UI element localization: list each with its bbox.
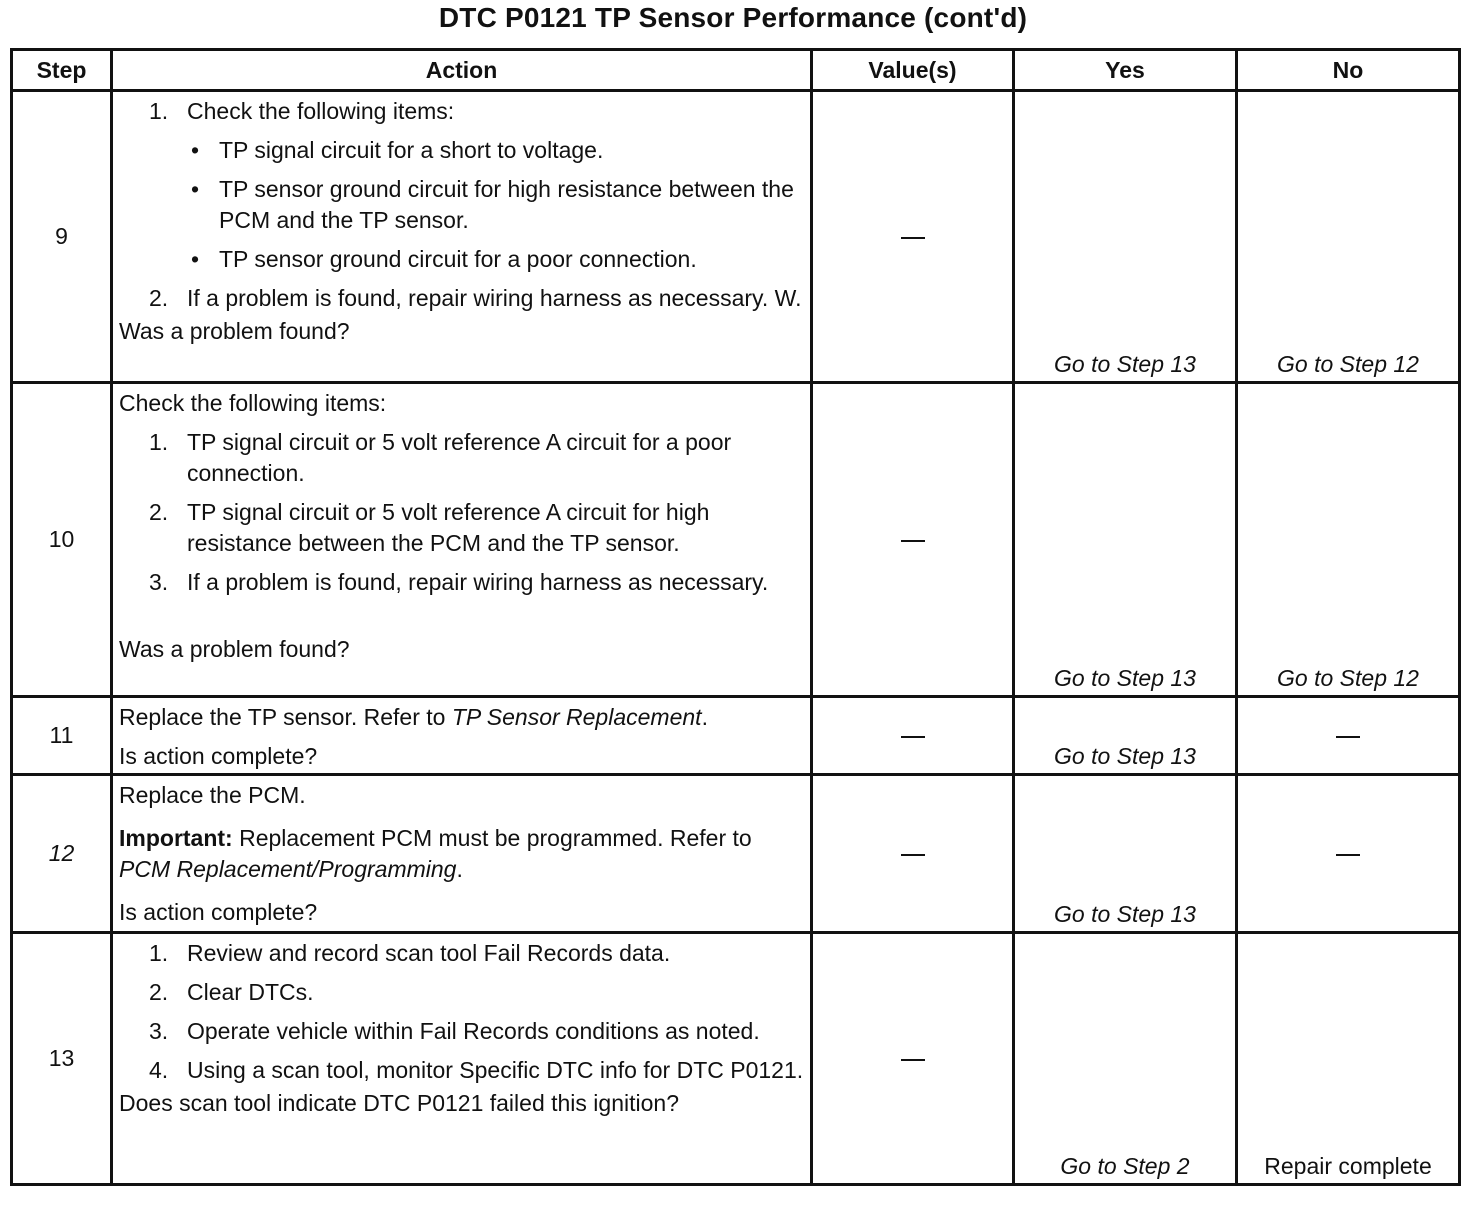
value-cell bbox=[812, 775, 1014, 933]
action-text: Replace the PCM. bbox=[119, 782, 306, 808]
dash-mark bbox=[1336, 736, 1360, 738]
header-yes: Yes bbox=[1014, 50, 1237, 91]
header-no: No bbox=[1237, 50, 1460, 91]
value-cell bbox=[812, 91, 1014, 383]
list-item: 4. Using a scan tool, monitor Specific DTC info for DTC P0121. bbox=[149, 1057, 804, 1083]
value-cell bbox=[812, 383, 1014, 697]
yes-goto: Go to Step 2 bbox=[1014, 933, 1237, 1185]
question-text: Does scan tool indicate DTC P0121 failed this ignition? bbox=[119, 1090, 679, 1116]
table-row-step-9 bbox=[12, 91, 1460, 383]
dash-mark bbox=[901, 1059, 925, 1061]
table-row-step-10 bbox=[12, 383, 1460, 697]
yes-goto: Go to Step 13 bbox=[1014, 383, 1237, 697]
list-item: 2. Clear DTCs. bbox=[149, 979, 314, 1005]
list-item: 1. Review and record scan tool Fail Records data. bbox=[149, 940, 671, 966]
dash-mark bbox=[901, 736, 925, 738]
intro-text: Check the following items: bbox=[119, 390, 387, 416]
question-text: Was a problem found? bbox=[119, 318, 350, 344]
action-cell bbox=[112, 383, 812, 697]
step-number: 9 bbox=[12, 91, 112, 383]
table-row-step-13 bbox=[12, 933, 1460, 1185]
yes-goto: Go to Step 13 bbox=[1014, 91, 1237, 383]
dash-mark bbox=[901, 540, 925, 542]
no-goto: Repair complete bbox=[1237, 933, 1460, 1185]
value-cell bbox=[812, 933, 1014, 1185]
no-cell bbox=[1237, 775, 1460, 933]
list-item: 3. Operate vehicle within Fail Records conditions as noted. bbox=[149, 1018, 760, 1044]
list-item: 2. If a problem is found, repair wiring harness as necessary. W. bbox=[149, 285, 802, 311]
reference-link: TP Sensor Replacement bbox=[451, 704, 702, 730]
step-number: 12 bbox=[12, 775, 112, 933]
step-number: 10 bbox=[12, 383, 112, 697]
table-row-step-12 bbox=[12, 775, 1460, 933]
table-row-step-11 bbox=[12, 697, 1460, 775]
no-goto: Go to Step 12 bbox=[1237, 383, 1460, 697]
reference-link: PCM Replacement/Programming bbox=[119, 856, 457, 882]
bullet-item: • TP signal circuit for a short to voltage. bbox=[191, 137, 604, 163]
bullet-item: • TP sensor ground circuit for a poor connection. bbox=[191, 246, 697, 272]
action-text: Replace the TP sensor. Refer to TP Sensor Replacement. bbox=[119, 704, 708, 730]
no-goto: Go to Step 12 bbox=[1237, 91, 1460, 383]
header-action: Action bbox=[112, 50, 812, 91]
no-cell bbox=[1237, 697, 1460, 775]
important-label: Important: bbox=[119, 825, 233, 851]
action-cell bbox=[112, 697, 812, 775]
dash-mark bbox=[901, 854, 925, 856]
list-item: 1. Check the following items: bbox=[149, 98, 455, 124]
action-cell bbox=[112, 933, 812, 1185]
list-item: 3. If a problem is found, repair wiring harness as necessary. bbox=[149, 569, 769, 595]
step-number: 13 bbox=[12, 933, 112, 1185]
yes-goto: Go to Step 13 bbox=[1014, 775, 1237, 933]
dash-mark bbox=[1336, 854, 1360, 856]
list-item: 2. TP signal circuit or 5 volt reference A circuit for high resistance between the PCM and the TP sensor. bbox=[149, 499, 710, 556]
important-note: Important: Replacement PCM must be programmed. Refer to PCM Replacement/Programming. bbox=[119, 825, 752, 882]
bullet-item: • TP sensor ground circuit for high resistance between the PCM and the TP sensor. bbox=[191, 176, 794, 233]
step-number: 11 bbox=[12, 697, 112, 775]
action-cell bbox=[112, 775, 812, 933]
header-values: Value(s) bbox=[812, 50, 1014, 91]
list-item: 1. TP signal circuit or 5 volt reference A circuit for a poor connection. bbox=[149, 429, 732, 486]
question-text: Is action complete? bbox=[119, 899, 318, 925]
table-header-row bbox=[12, 50, 1460, 91]
page-title: DTC P0121 TP Sensor Performance (cont'd) bbox=[438, 2, 1028, 33]
action-cell bbox=[112, 91, 812, 383]
header-step: Step bbox=[12, 50, 112, 91]
dash-mark bbox=[901, 237, 925, 239]
question-text: Was a problem found? bbox=[119, 636, 350, 662]
question-text: Is action complete? bbox=[119, 743, 318, 769]
diagnostic-table bbox=[10, 48, 1461, 1186]
value-cell bbox=[812, 697, 1014, 775]
yes-goto: Go to Step 13 bbox=[1014, 697, 1237, 775]
